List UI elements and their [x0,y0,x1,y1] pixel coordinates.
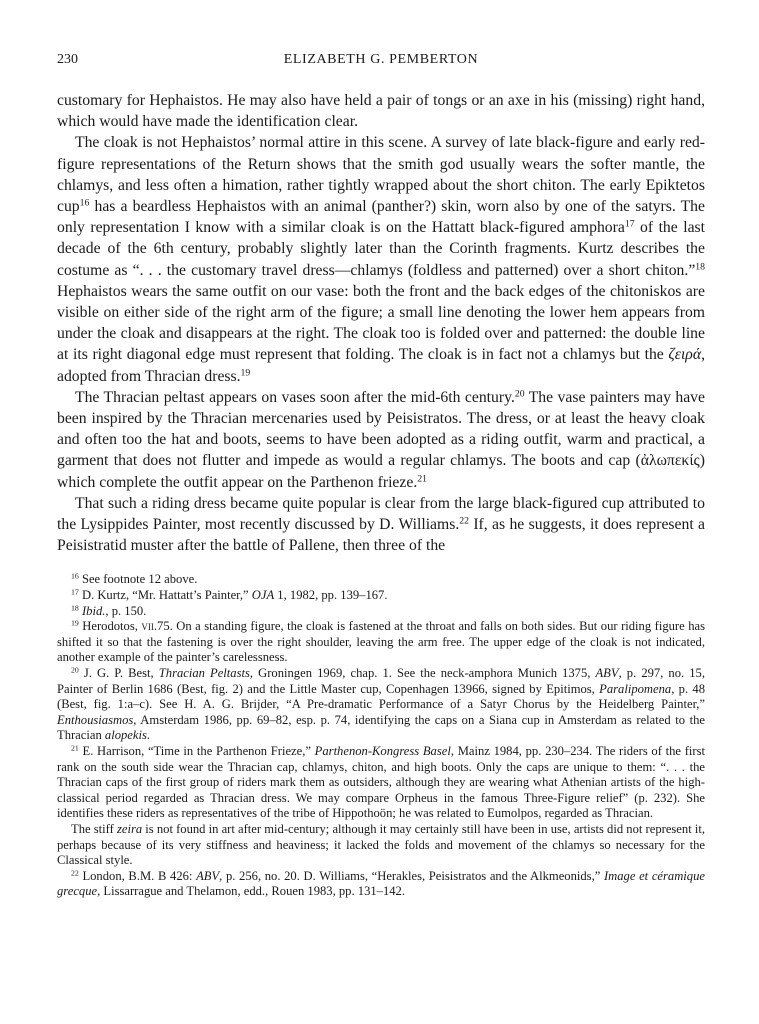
footnote-text: London, B.M. B 426: [78,868,197,883]
greek-word-alopekis: ἀλωπεκίς [640,452,700,470]
footnote-italic: alopekis [104,728,147,743]
paragraph-3-text-a: The Thracian peltast appears on vases soon after the mid-6th century. [75,388,515,406]
paragraph-4-text-a: That such a riding dress became quite popular is clear from the large black-figured cup attributed to the Lysippides Painter, most recently discussed by D. Williams. [57,494,705,534]
footnote-text: , p. 256, no. 20. D. Williams, “Herakles, Peisistratos and the Alkmeonids,” [219,868,604,883]
footnotes [57,572,705,899]
footnote-text: The stiff [71,821,117,836]
footnote-text: J. G. P. Best, [78,666,159,681]
footnote-italic: zeira [116,821,143,836]
footnote-number: 17 [71,587,79,597]
greek-word-zeira: ζειρά [668,346,702,364]
footnote-text: , Amsterdam 1986, pp. 69–82, esp. p. 74, identifying the caps on a Siana cup in Amsterdam as related to the Thracian [57,712,705,743]
footnote-number: 19 [71,618,79,628]
main-text [57,90,705,556]
paragraph-1-text: customary for Hephaistos. He may also have held a pair of tongs or an axe in his (missing) right hand, which would have made the identification clear. [57,92,705,131]
running-head: ELIZABETH G. PEMBERTON [283,52,479,67]
footnote-text: E. Harrison, “Time in the Parthenon Frieze,” [78,744,315,758]
footnote-smallcaps: vii.75 [141,619,170,634]
paragraph-4 [57,493,705,557]
paragraph-1 [57,90,705,132]
footnote-text: . [146,728,151,743]
footnote-ref-19: 19 [240,367,251,379]
footnote-number: 16 [71,572,79,582]
footnote-number: 20 [71,665,79,675]
page [57,52,705,900]
footnote-text: Herodotos, [78,619,142,634]
paragraph-2-text-d: Hephaistos wears the same outfit on our vase: both the front and the back edges of the chitoniskos are visible on either side of the right arm of the figure; a small line denoting the lower hem appears from under the cloak and disappears at the right. The cloak too is folded over and patterned: the double line at its right diagonal edge must represent that folding. The cloak is in fact not a chlamys but the [57,282,705,364]
footnote-text: , Mainz 1984, pp. 230–234. The riders of the first rank on the south side wear the Thracian cap, chlamys, chiton, and high boots. Only the caps are unique to them: “. . . the Thracian caps of the first group of riders mark them as outsiders, although they are wearing what Athenian artists of the high-classical period regarded as Thracian dress. We may compare Orpheus in the famous Three-Figure relief” (p. 232). She identifies these riders as representatives of the tribe of Hippothoön; he was related to Eumolpos, regarded as Thracian. [57,744,706,821]
footnote-italic: ABV [196,868,220,883]
footnote-text: , Groningen 1969, chap. 1. See the neck-amphora Munich 1375, [249,666,596,681]
page-number: 230 [57,52,78,67]
footnote-16 [57,572,705,588]
footnote-18 [57,604,705,620]
footnote-italic: Thracian Peltasts [158,666,250,681]
footnote-17 [57,588,705,604]
footnote-text: 1, 1982, pp. 139–167. [274,588,388,603]
footnote-22 [57,869,705,900]
footnote-21 [57,744,705,822]
paragraph-2-text-c: of the last decade of the 6th century, probably slightly later than the Corinth fragments. Kurtz describes the costume as “. . . the customary travel dress—chlamys (foldless and patterned) over a short chiton.” [57,219,705,279]
footnote-text: See footnote 12 above. [78,572,198,587]
footnote-ref-20: 20 [514,388,525,400]
footnote-italic: OJA [251,588,275,603]
footnote-text: , Lissarrague and Thelamon, edd., Rouen 1983, pp. 131–142. [97,884,406,899]
paragraph-2-text-e: , adopted from Thracian dress. [57,346,705,385]
footnote-text: , p. 48 (Best, fig. 1:a–c). See H. A. G. Brijder, “A Pre-dramatic Performance of a Satyr Chorus by the Heidelberg Painter,” [57,681,705,712]
footnote-italic: Paralipomena [599,681,672,696]
paragraph-4-text-b: If, as he suggests, it does represent a Peisistratid muster after the battle of Pallene, then three of the [57,516,705,555]
footnote-italic: Parthenon-Kongress Basel [314,744,451,758]
footnote-21-continued [57,822,705,869]
footnote-text: is not found in art after mid-century; although it may certainly still have been in use, artists did not represent it, perhaps because of its very stiffness and heaviness; it lacked the folds and movement of the chlamys so necessary for the Classical style. [57,821,705,868]
paragraph-2-text-b: has a beardless Hephaistos with an animal (panther?) skin, worn also by one of the satyrs. The only representation I know with a similar cloak is on the Hattatt black-figured amphora [57,198,705,237]
footnote-text: , p. 150. [105,603,147,618]
paragraph-3-text-c: ) which complete the outfit appear on the Parthenon frieze. [57,452,705,491]
footnote-text: . On a standing figure, the cloak is fastened at the throat and falls on both sides. But our riding figure has shifted it so that the fastening is over the right shoulder, leaving the arm free. The upper edge of the cloak is not indicated, another example of the painter’s carelessness. [57,619,705,665]
footnote-text: D. Kurtz, “Mr. Hattatt’s Painter,” [78,588,252,603]
paragraph-2-text-a: The cloak is not Hephaistos’ normal attire in this scene. A survey of late black-figure and early red-figure representations of the Return shows that the smith god usually wears the softer mantle, the chlamys, and less often a himation, rather tightly wrapped about the short chiton. The early Epiktetos cup [57,134,705,216]
footnote-number: 22 [71,868,79,878]
footnote-ref-21: 21 [417,473,427,485]
footnote-ref-22: 22 [459,515,469,527]
footnote-italic: Enthousiasmos [57,712,134,727]
paragraph-2 [57,132,705,386]
footnote-italic: Image et céramique grecque [57,868,705,899]
footnote-19 [57,619,705,666]
paragraph-3-text-b: The vase painters may have been inspired by the Thracian mercenaries used by Peisistratos. The dress, or at least the heavy cloak and often too the hat and boots, seems to have been adopted as a riding outfit, warm and practical, a garment that does not flutter and impede as would a regular chlamys. The boots and cap ( [57,388,705,470]
paragraph-3 [57,387,705,493]
footnote-20 [57,666,705,744]
footnote-text: , p. 297, no. 15, Painter of Berlin 1686 (Best, fig. 2) and the Little Master cup, Copenhagen 13966, signed by Epitimos, [57,666,705,696]
footnote-ref-18: 18 [695,261,705,273]
footnote-number: 21 [71,743,79,753]
footnote-number: 18 [71,603,79,613]
footnote-italic: ABV [595,666,619,681]
page-header [57,52,705,74]
footnote-italic: Ibid. [81,603,106,618]
footnote-ref-16: 16 [79,197,90,209]
footnote-ref-17: 17 [624,218,635,230]
